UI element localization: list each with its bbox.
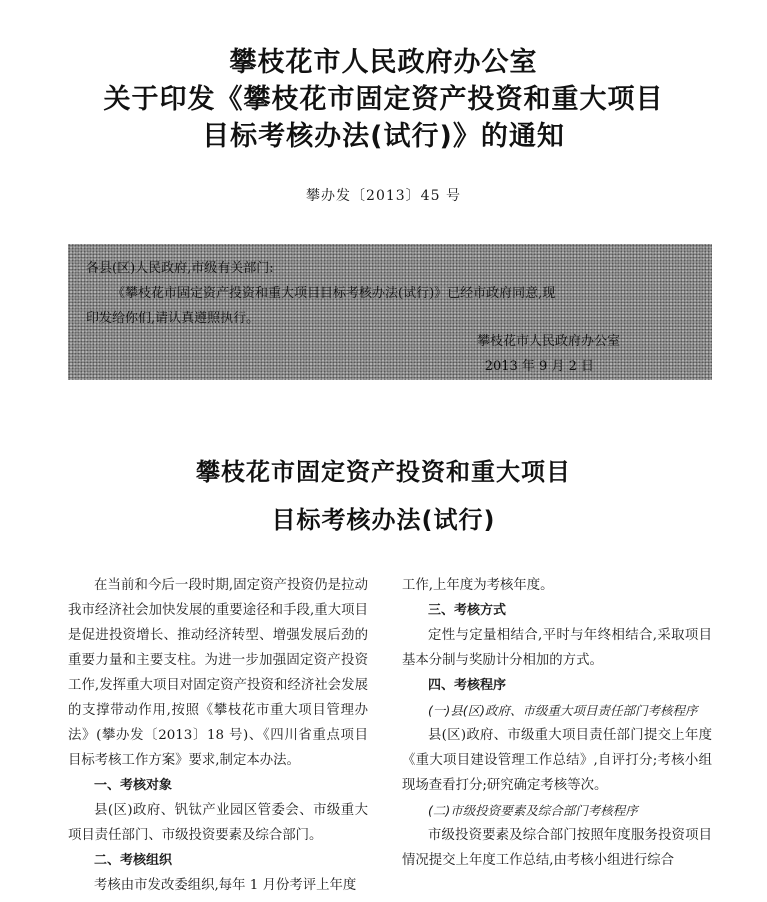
section-paragraph-1: 县(区)政府、钒钛产业园区管委会、市级重大项目责任部门、市级投资要素及综合部门。	[68, 803, 368, 843]
notice-title-line-1: 攀枝花市人民政府办公室	[229, 47, 538, 78]
subsection-heading-1: (一)县(区)政府、市级重大项目责任部门考核程序	[428, 703, 698, 718]
section-heading-4: 四、考核程序	[428, 678, 507, 693]
article-right-column	[402, 573, 712, 873]
article-title-line-2: 目标考核办法(试行)	[271, 506, 496, 534]
section-heading-3: 三、考核方式	[428, 603, 507, 618]
notice-title-line-2: 关于印发《攀枝花市固定资产投资和重大项目	[103, 84, 664, 115]
notice-signer: 攀枝花市人民政府办公室	[476, 334, 620, 349]
notice-body-line-1: 《攀枝花市固定资产投资和重大项目目标考核办法(试行)》已经市政府同意,现	[112, 286, 556, 301]
article-title	[0, 448, 767, 544]
section-paragraph-2: 考核由市发改委组织,每年 1 月份考评上年度	[94, 878, 357, 893]
subsection-paragraph-2: 市级投资要素及综合部门按照年度服务投资项目情况提交上年度工作总结,由考核小组进行综合	[402, 828, 712, 868]
notice-body-line-2: 印发给你们,请认真遵照执行。	[86, 311, 260, 326]
document-number: 攀办发〔2013〕45 号	[306, 188, 461, 204]
notice-recipient: 各县(区)人民政府,市级有关部门:	[86, 261, 274, 276]
section-heading-1: 一、考核对象	[94, 778, 173, 793]
subsection-heading-2: (二)市级投资要素及综合部门考核程序	[428, 803, 638, 818]
notice-date: 2013 年 9 月 2 日	[484, 359, 594, 374]
section-heading-2: 二、考核组织	[94, 853, 173, 868]
intro-paragraph: 在当前和今后一段时期,固定资产投资仍是拉动我市经济社会加快发展的重要途径和手段,重大项目是促进投资增长、推动经济转型、增强发展后劲的重要力量和主要支柱。为进一步加强固定资产投资工作,发挥重大项目对固定资产投资和经济社会发展的支撑带动作用,按照《攀枝花市重大项目管理办法》(攀办发〔2013〕18 号)、《四川省重点项目目标考核工作方案》要求,制定本办法。	[68, 578, 368, 768]
notice-title-line-3: 目标考核办法(试行)》的通知	[202, 121, 565, 152]
article-title-line-1: 攀枝花市固定资产投资和重大项目	[196, 458, 571, 486]
notice-title	[0, 44, 767, 155]
article-left-column	[68, 573, 368, 898]
notice-body-box	[68, 244, 712, 380]
section-paragraph-2-continued: 工作,上年度为考核年度。	[402, 578, 554, 593]
subsection-paragraph-1: 县(区)政府、市级重大项目责任部门提交上年度《重大项目建设管理工作总结》,自评打分;考核小组现场查看打分;研究确定考核等次。	[402, 728, 712, 793]
section-paragraph-3: 定性与定量相结合,平时与年终相结合,采取项目基本分制与奖励计分相加的方式。	[402, 628, 712, 668]
